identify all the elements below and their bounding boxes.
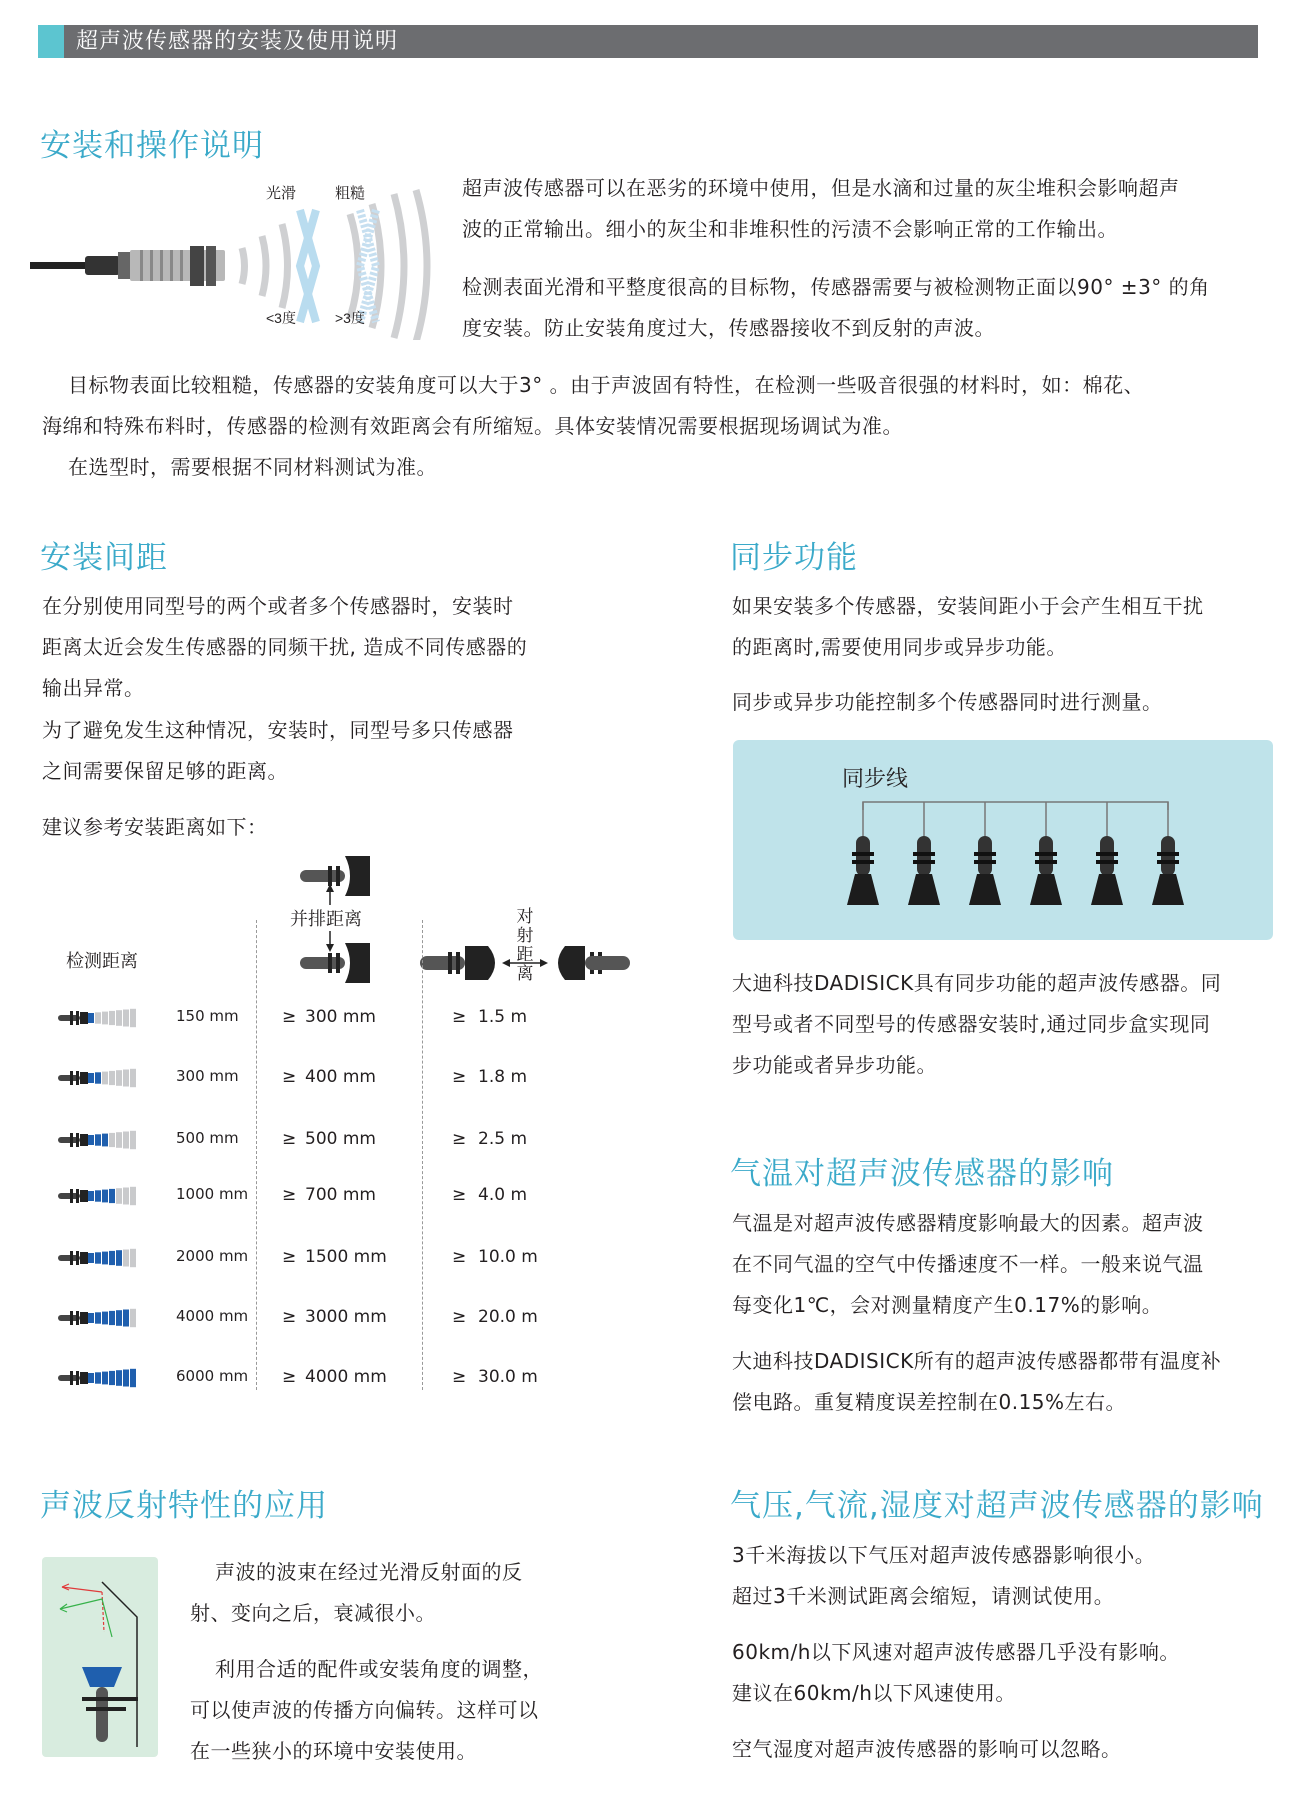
col-side-label: 并排距离 [288,905,364,931]
reflect-line5: 在一些狭小的环境中安装使用。 [190,1739,477,1763]
pressure-line3: 60km/h以下风速对超声波传感器几乎没有影响。 [732,1640,1180,1664]
sync-sensor [847,836,879,905]
side-distance: 500 mm [305,1129,376,1149]
face-distance: 4.0 m [478,1185,527,1205]
install-p4: 在选型时，需要根据不同材料测试为准。 [68,455,437,479]
install-title: 安装和操作说明 [40,128,264,164]
detect-distance: 150 mm [176,1007,239,1025]
sync-title: 同步功能 [730,540,858,576]
spacing-line6: 建议参考安装距离如下： [42,815,268,839]
temp-line3: 每变化1℃，会对测量精度产生0.17%的影响。 [732,1293,1163,1317]
svg-text:>3度: >3度 [335,310,365,326]
col-face-label: 对 射 距 离 [516,907,534,984]
face-distance: 1.8 m [478,1067,527,1087]
side-ge-symbol: ≥ [282,1007,297,1027]
detect-distance: 500 mm [176,1129,239,1147]
sync-desc2: 型号或者不同型号的传感器安装时,通过同步盒实现同 [732,1012,1211,1036]
install-p3-line2: 海绵和特殊布料时，传感器的检测有效距离会有所缩短。具体安装情况需要根据现场调试为准。 [42,414,903,438]
reflect-line4: 可以使声波的传播方向偏转。这样可以 [190,1698,539,1722]
detect-beam-icon [58,1067,158,1089]
sync-sensor [1152,836,1184,905]
face-distance: 10.0 m [478,1247,538,1267]
side-distance: 3000 mm [305,1307,387,1327]
detect-beam-icon [58,1247,158,1269]
col-detect-label: 检测距离 [66,951,138,972]
install-figure [30,170,450,340]
install-p1-line2: 波的正常输出。细小的灰尘和非堆积性的污渍不会影响正常的工作输出。 [462,217,1118,241]
header-title: 超声波传感器的安装及使用说明 [76,29,399,54]
detect-distance: 1000 mm [176,1185,249,1203]
fig-label-smooth: 光滑 [266,185,297,202]
detect-beam-icon [58,1007,158,1029]
face-ge-symbol: ≥ [452,1247,467,1267]
sync-line1: 如果安装多个传感器，安装间距小于会产生相互干扰 [732,594,1204,618]
svg-text:<3度: <3度 [266,310,296,326]
temp-line1: 气温是对超声波传感器精度影响最大的因素。超声波 [732,1211,1204,1235]
face-distance: 20.0 m [478,1307,538,1327]
reflect-line3: 利用合适的配件或安装角度的调整， [215,1657,543,1681]
detect-distance: 4000 mm [176,1307,249,1325]
side-ge-symbol: ≥ [282,1307,297,1327]
sync-sensor [908,836,940,905]
pressure-line2: 超过3千米测试距离会缩短，请测试使用。 [732,1584,1115,1608]
temp-line2: 在不同气温的空气中传播速度不一样。一般来说气温 [732,1252,1204,1276]
side-distance: 300 mm [305,1007,376,1027]
sync-figure [733,740,1273,940]
sync-line2: 的距离时,需要使用同步或异步功能。 [732,635,1067,659]
table-divider-1 [256,920,257,1390]
pressure-line5: 空气湿度对超声波传感器的影响可以忽略。 [732,1737,1122,1761]
side-distance: 1500 mm [305,1247,387,1267]
sync-sensor [1091,836,1123,905]
detect-beam-icon [58,1307,158,1329]
side-ge-symbol: ≥ [282,1247,297,1267]
reflect-title: 声波反射特性的应用 [40,1488,328,1524]
spacing-line1: 在分别使用同型号的两个或者多个传感器时，安装时 [42,594,514,618]
reflect-line1: 声波的波束在经过光滑反射面的反 [215,1560,523,1584]
face-ge-symbol: ≥ [452,1129,467,1149]
sync-line3: 同步或异步功能控制多个传感器同时进行测量。 [732,690,1163,714]
side-ge-symbol: ≥ [282,1067,297,1087]
side-distance: 700 mm [305,1185,376,1205]
detect-beam-icon [58,1185,158,1207]
detect-distance: 300 mm [176,1067,239,1085]
pressure-line1: 3千米海拔以下气压对超声波传感器影响很小。 [732,1543,1156,1567]
spacing-title: 安装间距 [40,540,168,576]
install-p1-line1: 超声波传感器可以在恶劣的环境中使用，但是水滴和过量的灰尘堆积会影响超声 [462,176,1180,200]
face-ge-symbol: ≥ [452,1185,467,1205]
table-divider-2 [422,920,423,1390]
side-distance: 4000 mm [305,1367,387,1387]
pressure-line4: 建议在60km/h以下风速使用。 [732,1681,1016,1705]
pressure-title: 气压,气流,湿度对超声波传感器的影响 [730,1488,1264,1524]
spacing-line5: 之间需要保留足够的距离。 [42,759,288,783]
sync-sensor [1030,836,1062,905]
detect-distance: 2000 mm [176,1247,249,1265]
face-distance: 30.0 m [478,1367,538,1387]
face-distance: 1.5 m [478,1007,527,1027]
header-accent [38,25,64,58]
temp-line5: 偿电路。重复精度误差控制在0.15%左右。 [732,1390,1127,1414]
sync-desc3: 步功能或者异步功能。 [732,1053,937,1077]
sync-wire-label: 同步线 [842,767,909,792]
temp-line4: 大迪科技DADISICK所有的超声波传感器都带有温度补 [732,1349,1222,1373]
spacing-line2: 距离太近会发生传感器的同频干扰, 造成不同传感器的 [42,635,528,659]
face-ge-symbol: ≥ [452,1007,467,1027]
side-ge-symbol: ≥ [282,1185,297,1205]
side-distance: 400 mm [305,1067,376,1087]
install-p2-line2: 度安装。防止安装角度过大，传感器接收不到反射的声波。 [462,316,995,340]
sync-desc1: 大迪科技DADISICK具有同步功能的超声波传感器。同 [732,971,1222,995]
side-ge-symbol: ≥ [282,1367,297,1387]
side-ge-symbol: ≥ [282,1129,297,1149]
spacing-line4: 为了避免发生这种情况，安装时，同型号多只传感器 [42,718,514,742]
reflect-figure [42,1557,158,1757]
face-ge-symbol: ≥ [452,1067,467,1087]
detect-distance: 6000 mm [176,1367,249,1385]
detect-beam-icon [58,1129,158,1151]
install-p2-line1: 检测表面光滑和平整度很高的目标物，传感器需要与被检测物正面以90° ±3° 的角 [462,275,1210,299]
sync-sensor [969,836,1001,905]
install-p3-line1: 目标物表面比较粗糙，传感器的安装角度可以大于3° 。由于声波固有特性，在检测一些吸音很强的材料时，如：棉花、 [68,373,1145,397]
face-distance: 2.5 m [478,1129,527,1149]
face-ge-symbol: ≥ [452,1367,467,1387]
face-ge-symbol: ≥ [452,1307,467,1327]
temp-title: 气温对超声波传感器的影响 [730,1156,1114,1192]
reflect-line2: 射、变向之后，衰减很小。 [190,1601,436,1625]
spacing-line3: 输出异常。 [42,676,145,700]
detect-beam-icon [58,1367,158,1389]
svg-text:粗糙: 粗糙 [335,185,366,202]
